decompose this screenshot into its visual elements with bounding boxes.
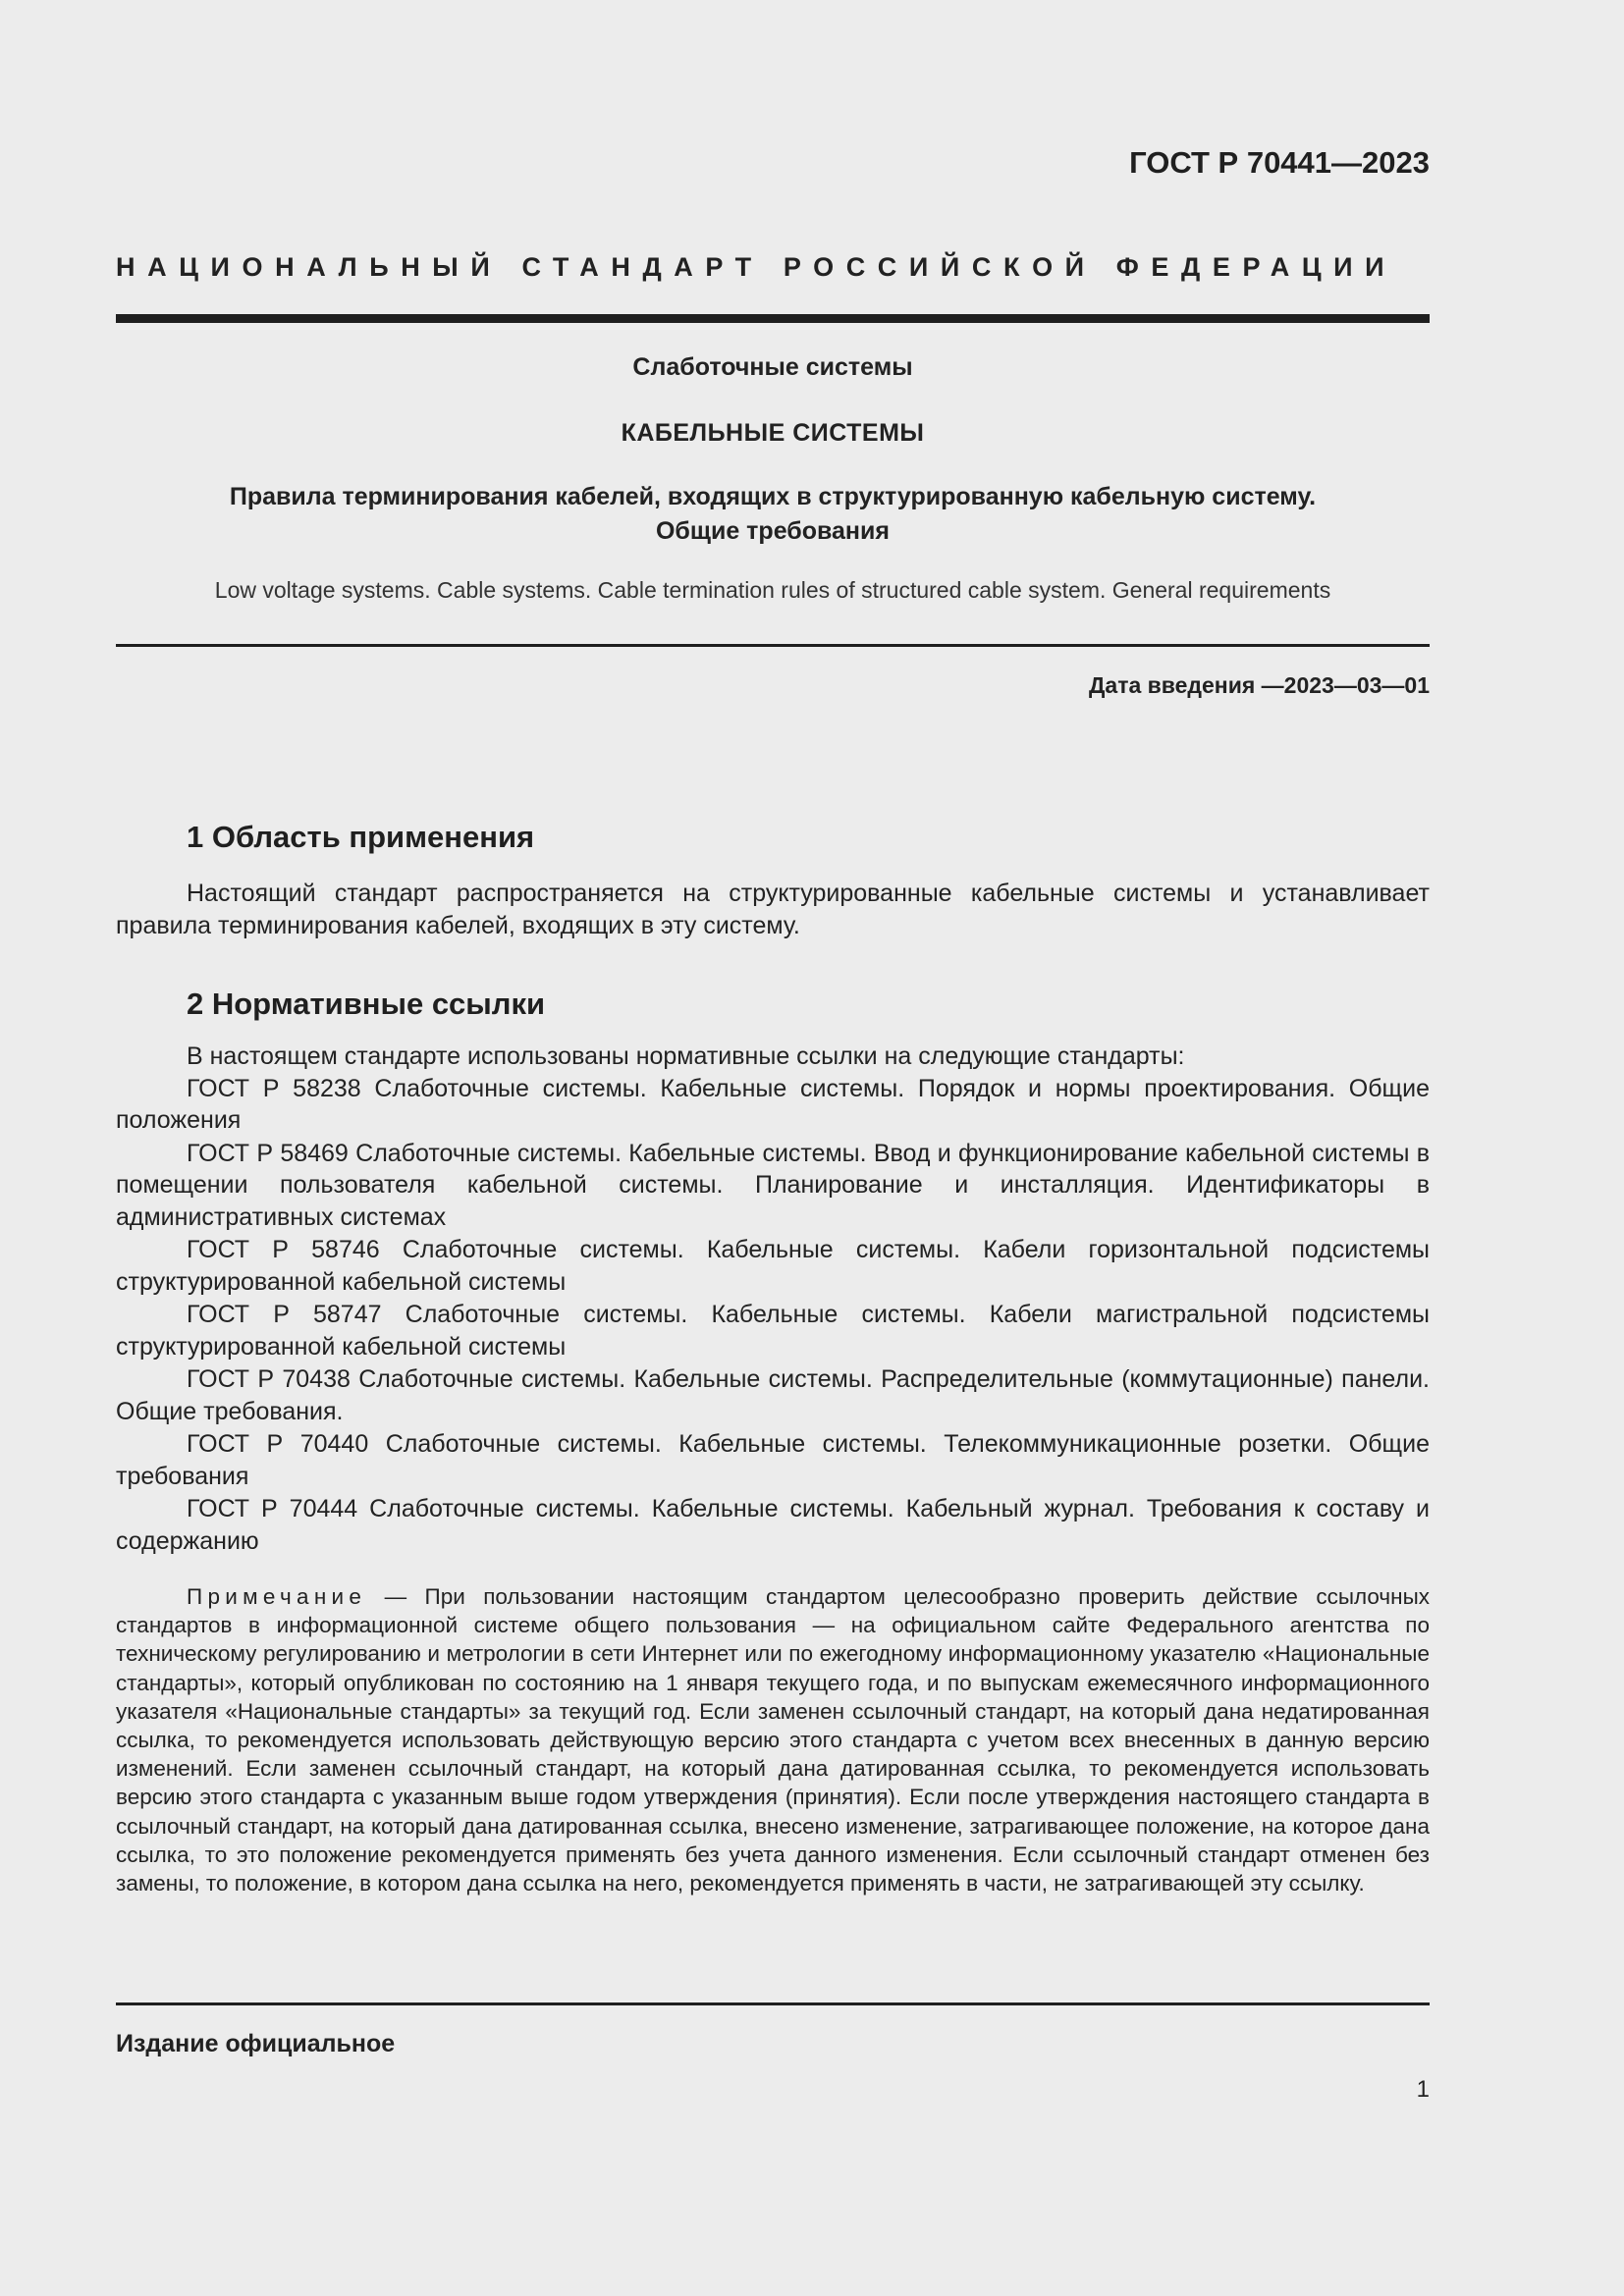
reference-item [116,1493,1430,1557]
note-paragraph [116,1582,1430,1897]
reference-code: ГОСТ Р 70438 [187,1365,351,1393]
reference-item [116,1073,1430,1137]
standard-type-header: НАЦИОНАЛЬНЫЙ СТАНДАРТ РОССИЙСКОЙ ФЕДЕРАЦИИ [116,252,1397,282]
reference-title: Слаботочные системы. Кабельные системы. Порядок и нормы проектирования. Общие положения [116,1074,1430,1134]
introduction-date: Дата введения —2023—03—01 [1089,672,1430,698]
reference-title: Слаботочные системы. Кабельные системы. Распределительные (коммутационные) панели. Общие требования. [116,1365,1430,1425]
title-rules [116,480,1430,549]
note-text: — При пользовании настоящим стандартом целесообразно проверить действие ссылочных стандартов в информационной системе общего пользования — на официальном сайте Федерального агентства по техническому регулированию и метрологии в сети Интернет или по ежегодному информационному указателю «Национальные стандарты», который опубликован по состоянию на 1 января текущего года, и по выпускам ежемесячного информационного указателя «Национальные стандарты» за текущий год. Если заменен ссылочный стандарт, на который дана недатированная ссылка, то рекомендуется использовать действующую версию этого стандарта с учетом всех внесенных в данную версию изменений. Если заменен ссылочный стандарт, на который дана датированная ссылка, то рекомендуется использовать версию этого стандарта с указанным выше годом утверждения (принятия). Если после утверждения настоящего стандарта в ссылочный стандарт, на который дана датированная ссылка, внесено изменение, затрагивающее положение, на которое дана ссылка, то это положение рекомендуется применять без учета данного изменения. Если ссылочный стандарт отменен без замены, то положение, в котором дана ссылка на него, рекомендуется применять в части, не затрагивающей эту ссылку. [116,1584,1430,1896]
footer-divider [116,2002,1430,2005]
title-divider [116,644,1430,647]
title-rules-line-1: Правила терминирования кабелей, входящих в структурированную кабельную систему. [229,483,1317,510]
section-heading: 1 Область применения [187,820,535,854]
reference-title: Слаботочные системы. Кабельные системы. Ввод и функционирование кабельной системы в помещении пользователя кабельной системы. Планирование и инсталляция. Идентификаторы в административных системах [116,1139,1430,1231]
reference-item [116,1363,1430,1427]
reference-list [116,1073,1430,1558]
reference-code: ГОСТ Р 58747 [187,1301,382,1328]
reference-item [116,1299,1430,1362]
section-heading: 2 Нормативные ссылки [187,987,546,1021]
reference-code: ГОСТ Р 70444 [187,1495,358,1522]
section-paragraph: Настоящий стандарт распространяется на структурированные кабельные системы и устанавливает правила терминирования кабелей, входящих в эту систему. [116,880,1430,939]
reference-item [116,1428,1430,1492]
reference-title: Слаботочные системы. Кабельные системы. Кабели горизонтальной подсистемы структурированной кабельной системы [116,1236,1430,1296]
section-scope [116,820,1430,941]
document-number: ГОСТ Р 70441—2023 [1129,145,1430,180]
title-main: КАБЕЛЬНЫЕ СИСТЕМЫ [621,419,925,447]
reference-title: Слаботочные системы. Кабельные системы. Кабели магистральной подсистемы структурированной кабельной системы [116,1301,1430,1361]
section-normative-references [116,987,1430,1558]
title-rules-line-2: Общие требования [655,517,890,545]
reference-code: ГОСТ Р 58238 [187,1074,361,1102]
reference-title: Слаботочные системы. Кабельные системы. Телекоммуникационные розетки. Общие требования [116,1430,1430,1490]
page-number: 1 [1416,2076,1430,2103]
reference-code: ГОСТ Р 58469 [187,1139,349,1167]
title-system: Слаботочные системы [632,353,913,381]
document-page [116,0,1430,2296]
title-english: Low voltage systems. Cable systems. Cable termination rules of structured cable system. General requirements [214,577,1331,603]
reference-title: Слаботочные системы. Кабельные системы. Кабельный журнал. Требования к составу и содержанию [116,1495,1430,1555]
official-edition-label: Издание официальное [116,2030,396,2057]
header-divider-thick [116,314,1430,323]
reference-item [116,1138,1430,1234]
reference-code: ГОСТ Р 58746 [187,1236,380,1263]
references-intro: В настоящем стандарте использованы нормативные ссылки на следующие стандарты: [187,1042,1185,1070]
note-label: Примечание [187,1584,367,1609]
reference-code: ГОСТ Р 70440 [187,1430,369,1458]
reference-item [116,1234,1430,1298]
